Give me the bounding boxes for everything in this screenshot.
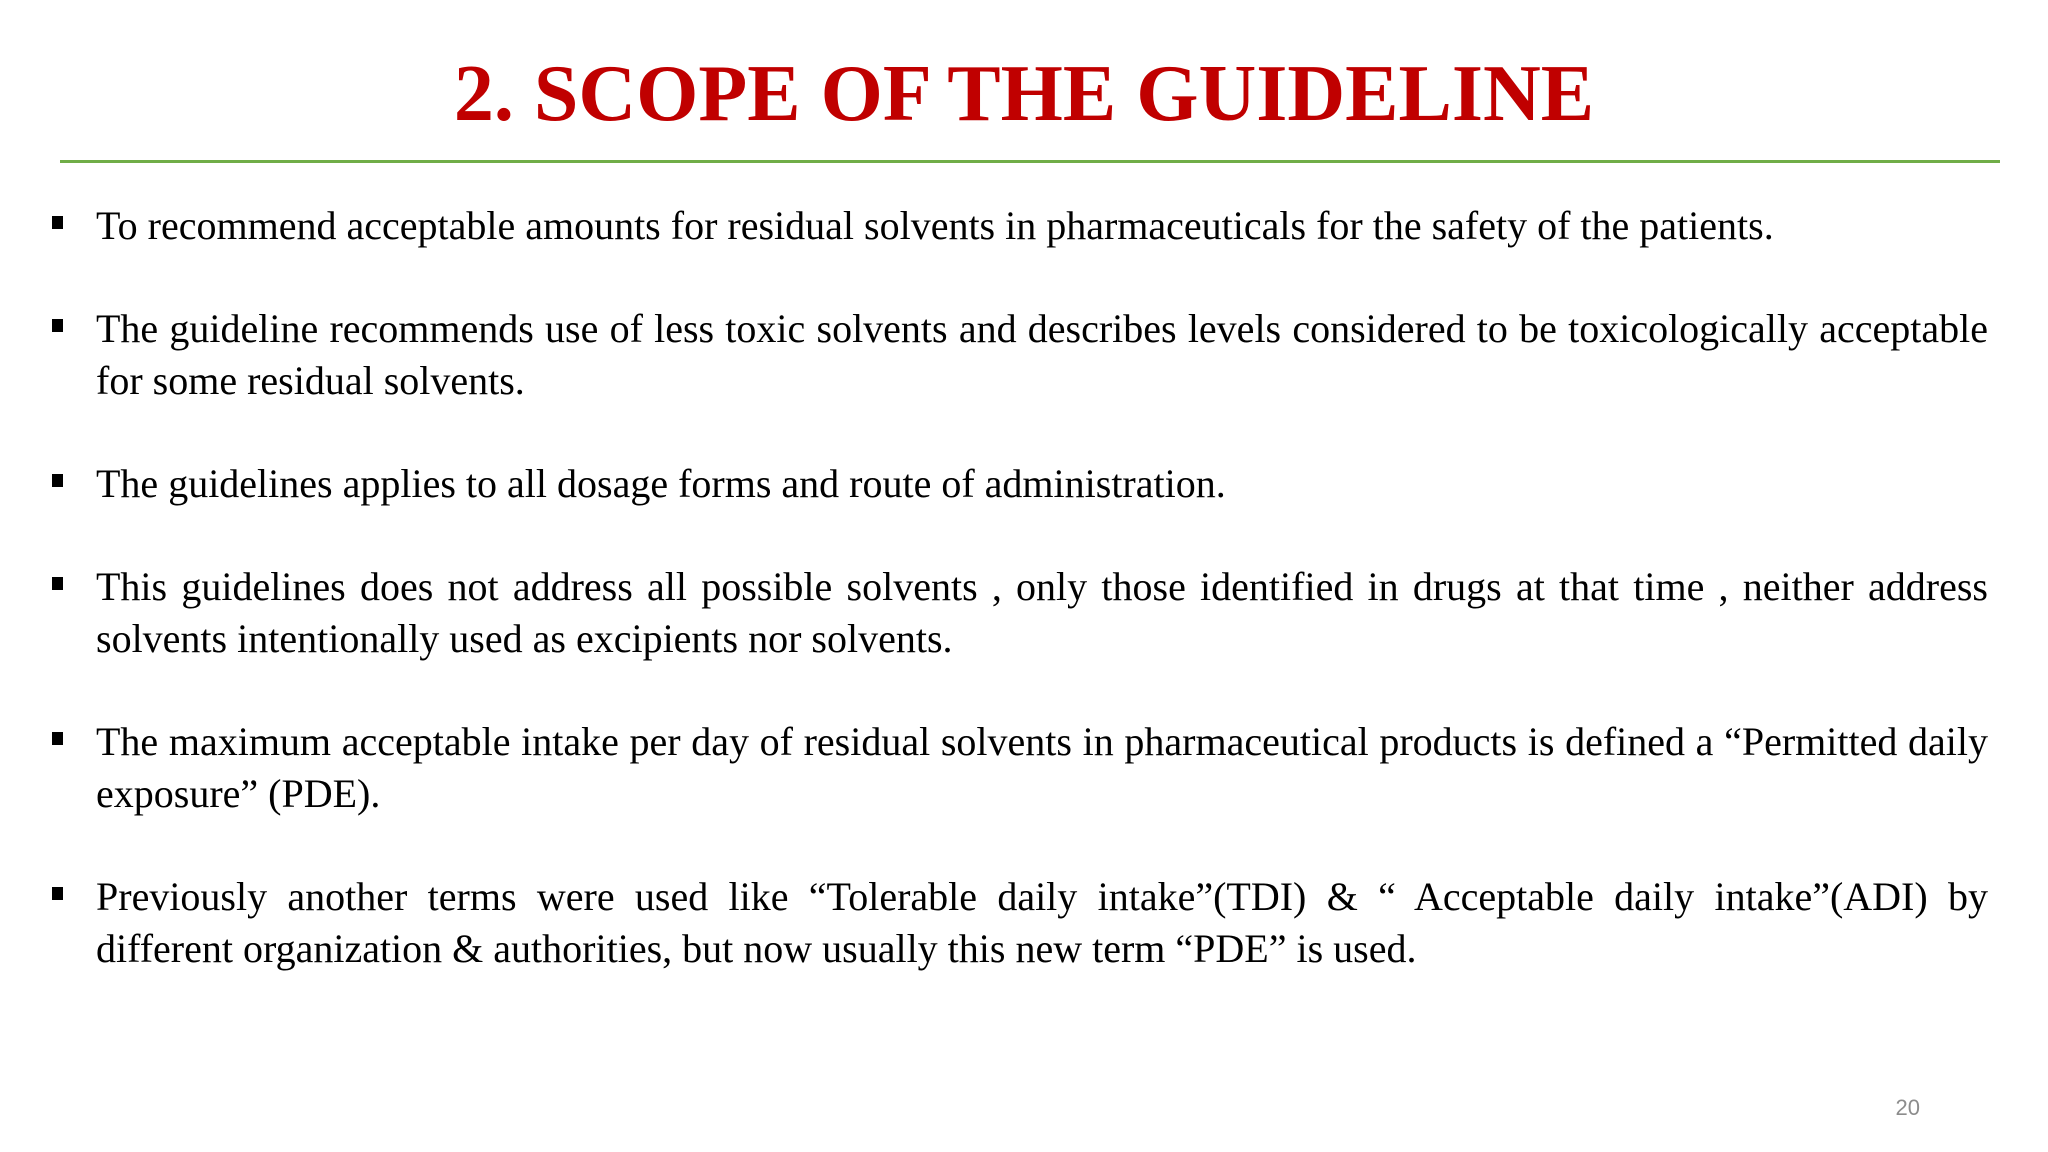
bullet-item [48, 871, 1988, 975]
bullet-item [48, 303, 1988, 407]
bullet-item [48, 200, 1988, 252]
bullet-text: The guidelines applies to all dosage forms and route of administration. [96, 461, 1226, 506]
slide-title: 2. SCOPE OF THE GUIDELINE [453, 50, 1595, 138]
square-bullet-icon [52, 319, 63, 332]
bullet-text: This guidelines does not address all possible solvents , only those identified in drugs at that time , neither address solvents intentionally used as excipients nor solvents. [96, 564, 1988, 661]
bullet-list [48, 200, 1988, 1026]
square-bullet-icon [52, 577, 63, 590]
square-bullet-icon [52, 887, 63, 900]
square-bullet-icon [52, 732, 63, 745]
bullet-item [48, 458, 1988, 510]
square-bullet-icon [52, 216, 63, 229]
bullet-text: Previously another terms were used like “Tolerable daily intake”(TDI) & “ Acceptable daily intake”(ADI) by different organization & authorities, but now usually this new term “PDE” is used. [96, 874, 1988, 971]
square-bullet-icon [52, 474, 63, 487]
bullet-item [48, 716, 1988, 820]
title-divider [60, 160, 2000, 163]
bullet-text: The guideline recommends use of less toxic solvents and describes levels considered to be toxicologically acceptable for some residual solvents. [96, 306, 1988, 403]
bullet-text: The maximum acceptable intake per day of residual solvents in pharmaceutical products is defined a “Permitted daily exposure” (PDE). [96, 719, 1988, 816]
page-number: 20 [1895, 1095, 1920, 1120]
bullet-text: To recommend acceptable amounts for residual solvents in pharmaceuticals for the safety of the patients. [96, 203, 1774, 248]
bullet-item [48, 561, 1988, 665]
